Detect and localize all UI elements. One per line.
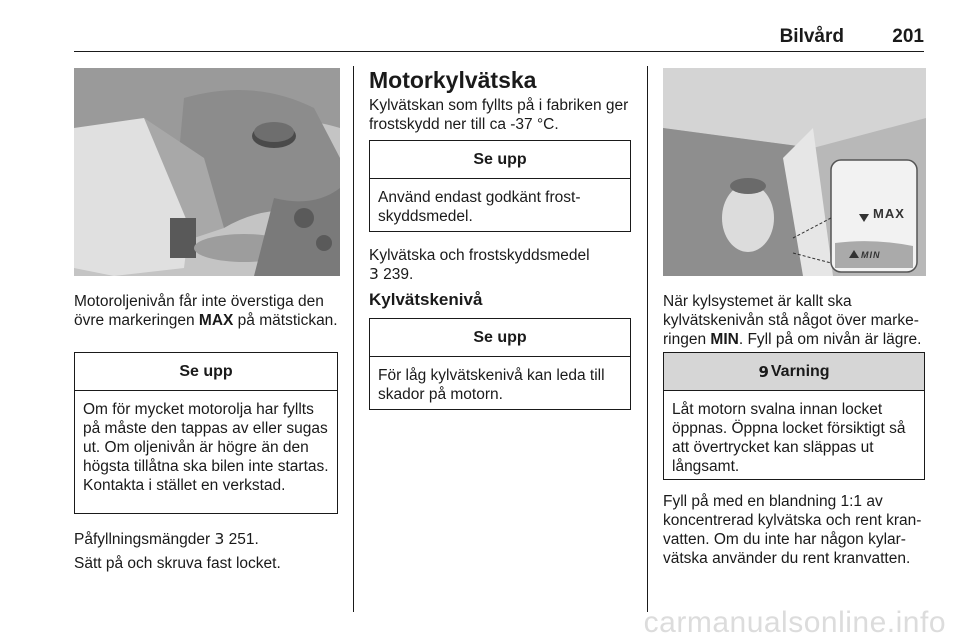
- oil-level-text-end: på mätstickan.: [233, 312, 338, 329]
- min-label: MIN: [861, 250, 881, 260]
- caution-text: För låg kylvätskenivå kan leda till skador på motorn.: [378, 367, 605, 403]
- caution-title: Se upp: [370, 319, 630, 357]
- coolant-heading: Motorkylvätska: [369, 67, 537, 93]
- coolant-level-subheading: Kylvätskenivå: [369, 290, 483, 309]
- fill-quantities-paragraph: [74, 530, 340, 549]
- column-divider-1: [353, 66, 354, 612]
- min-marking: MIN: [710, 331, 739, 348]
- caution-box-antifreeze: [369, 140, 631, 232]
- warning-box: [663, 352, 925, 480]
- page-header: [74, 22, 924, 52]
- engine-oil-photo: [74, 68, 340, 276]
- caution-text: Använd endast godkänt frost-skyddsmedel.: [378, 189, 581, 225]
- coolant-level-text: När kylsystemet är kallt ska kylvätskenivån stå något över marke-ringen: [663, 293, 919, 348]
- fill-quantities-text: Påfyllningsmängder: [74, 531, 215, 548]
- section-title: Bilvård: [779, 26, 844, 47]
- refill-paragraph: Fyll på med en blandning 1:1 av koncentrerad kylvätska och rent kran-vatten. Om du inte har någon kylar-vätska använder du rent kranvatten.: [663, 493, 922, 567]
- oil-level-text: Motoroljenivån får inte överstiga den övre markeringen: [74, 293, 324, 329]
- caution-box-coolant-level: [369, 318, 631, 410]
- max-marking: MAX: [198, 312, 234, 329]
- warning-triangle-icon: 9: [758, 362, 769, 381]
- coolant-ref-link[interactable]: 239.: [378, 266, 414, 283]
- max-label: MAX: [873, 206, 905, 221]
- caution-title: Se upp: [75, 353, 337, 391]
- caution-text: Om för mycket motorolja har fyllts på måste den tappas av eller sugas ut. Om oljenivån är högre än den högsta tillåtna ska bilen inte startas. Kontakta i stället en verkstad.: [83, 401, 329, 494]
- coolant-level-text-end: . Fyll på om nivån är lägre.: [738, 331, 922, 348]
- page-ref-arrow-icon: 3: [214, 530, 225, 548]
- fill-quantities-ref[interactable]: 251.: [224, 531, 259, 548]
- warning-title: Varning: [770, 362, 830, 380]
- page-number: 201: [892, 26, 924, 47]
- warning-title-bar: [664, 353, 924, 391]
- caution-box-oil: [74, 352, 338, 514]
- coolant-ref-text: Kylvätska och frostskyddsmedel: [369, 247, 590, 264]
- page-ref-arrow-icon: 3: [369, 265, 379, 283]
- oil-level-paragraph: [74, 292, 340, 330]
- coolant-intro: Kylvätskan som fyllts på i fabriken ger frostskydd ner till ca -37 °C.: [369, 97, 629, 133]
- coolant-reservoir-photo: [663, 68, 926, 276]
- column-divider-2: [647, 66, 648, 612]
- cap-paragraph: Sätt på och skruva fast locket.: [74, 555, 281, 572]
- watermark: carmanualsonline.info: [643, 606, 946, 639]
- coolant-level-paragraph: [663, 292, 929, 349]
- caution-title: Se upp: [370, 141, 630, 179]
- warning-text: Låt motorn svalna innan locket öppnas. Öppna locket försiktigt så att övertrycket kan släppas ut långsamt.: [672, 401, 906, 475]
- coolant-ref-paragraph: [369, 246, 639, 284]
